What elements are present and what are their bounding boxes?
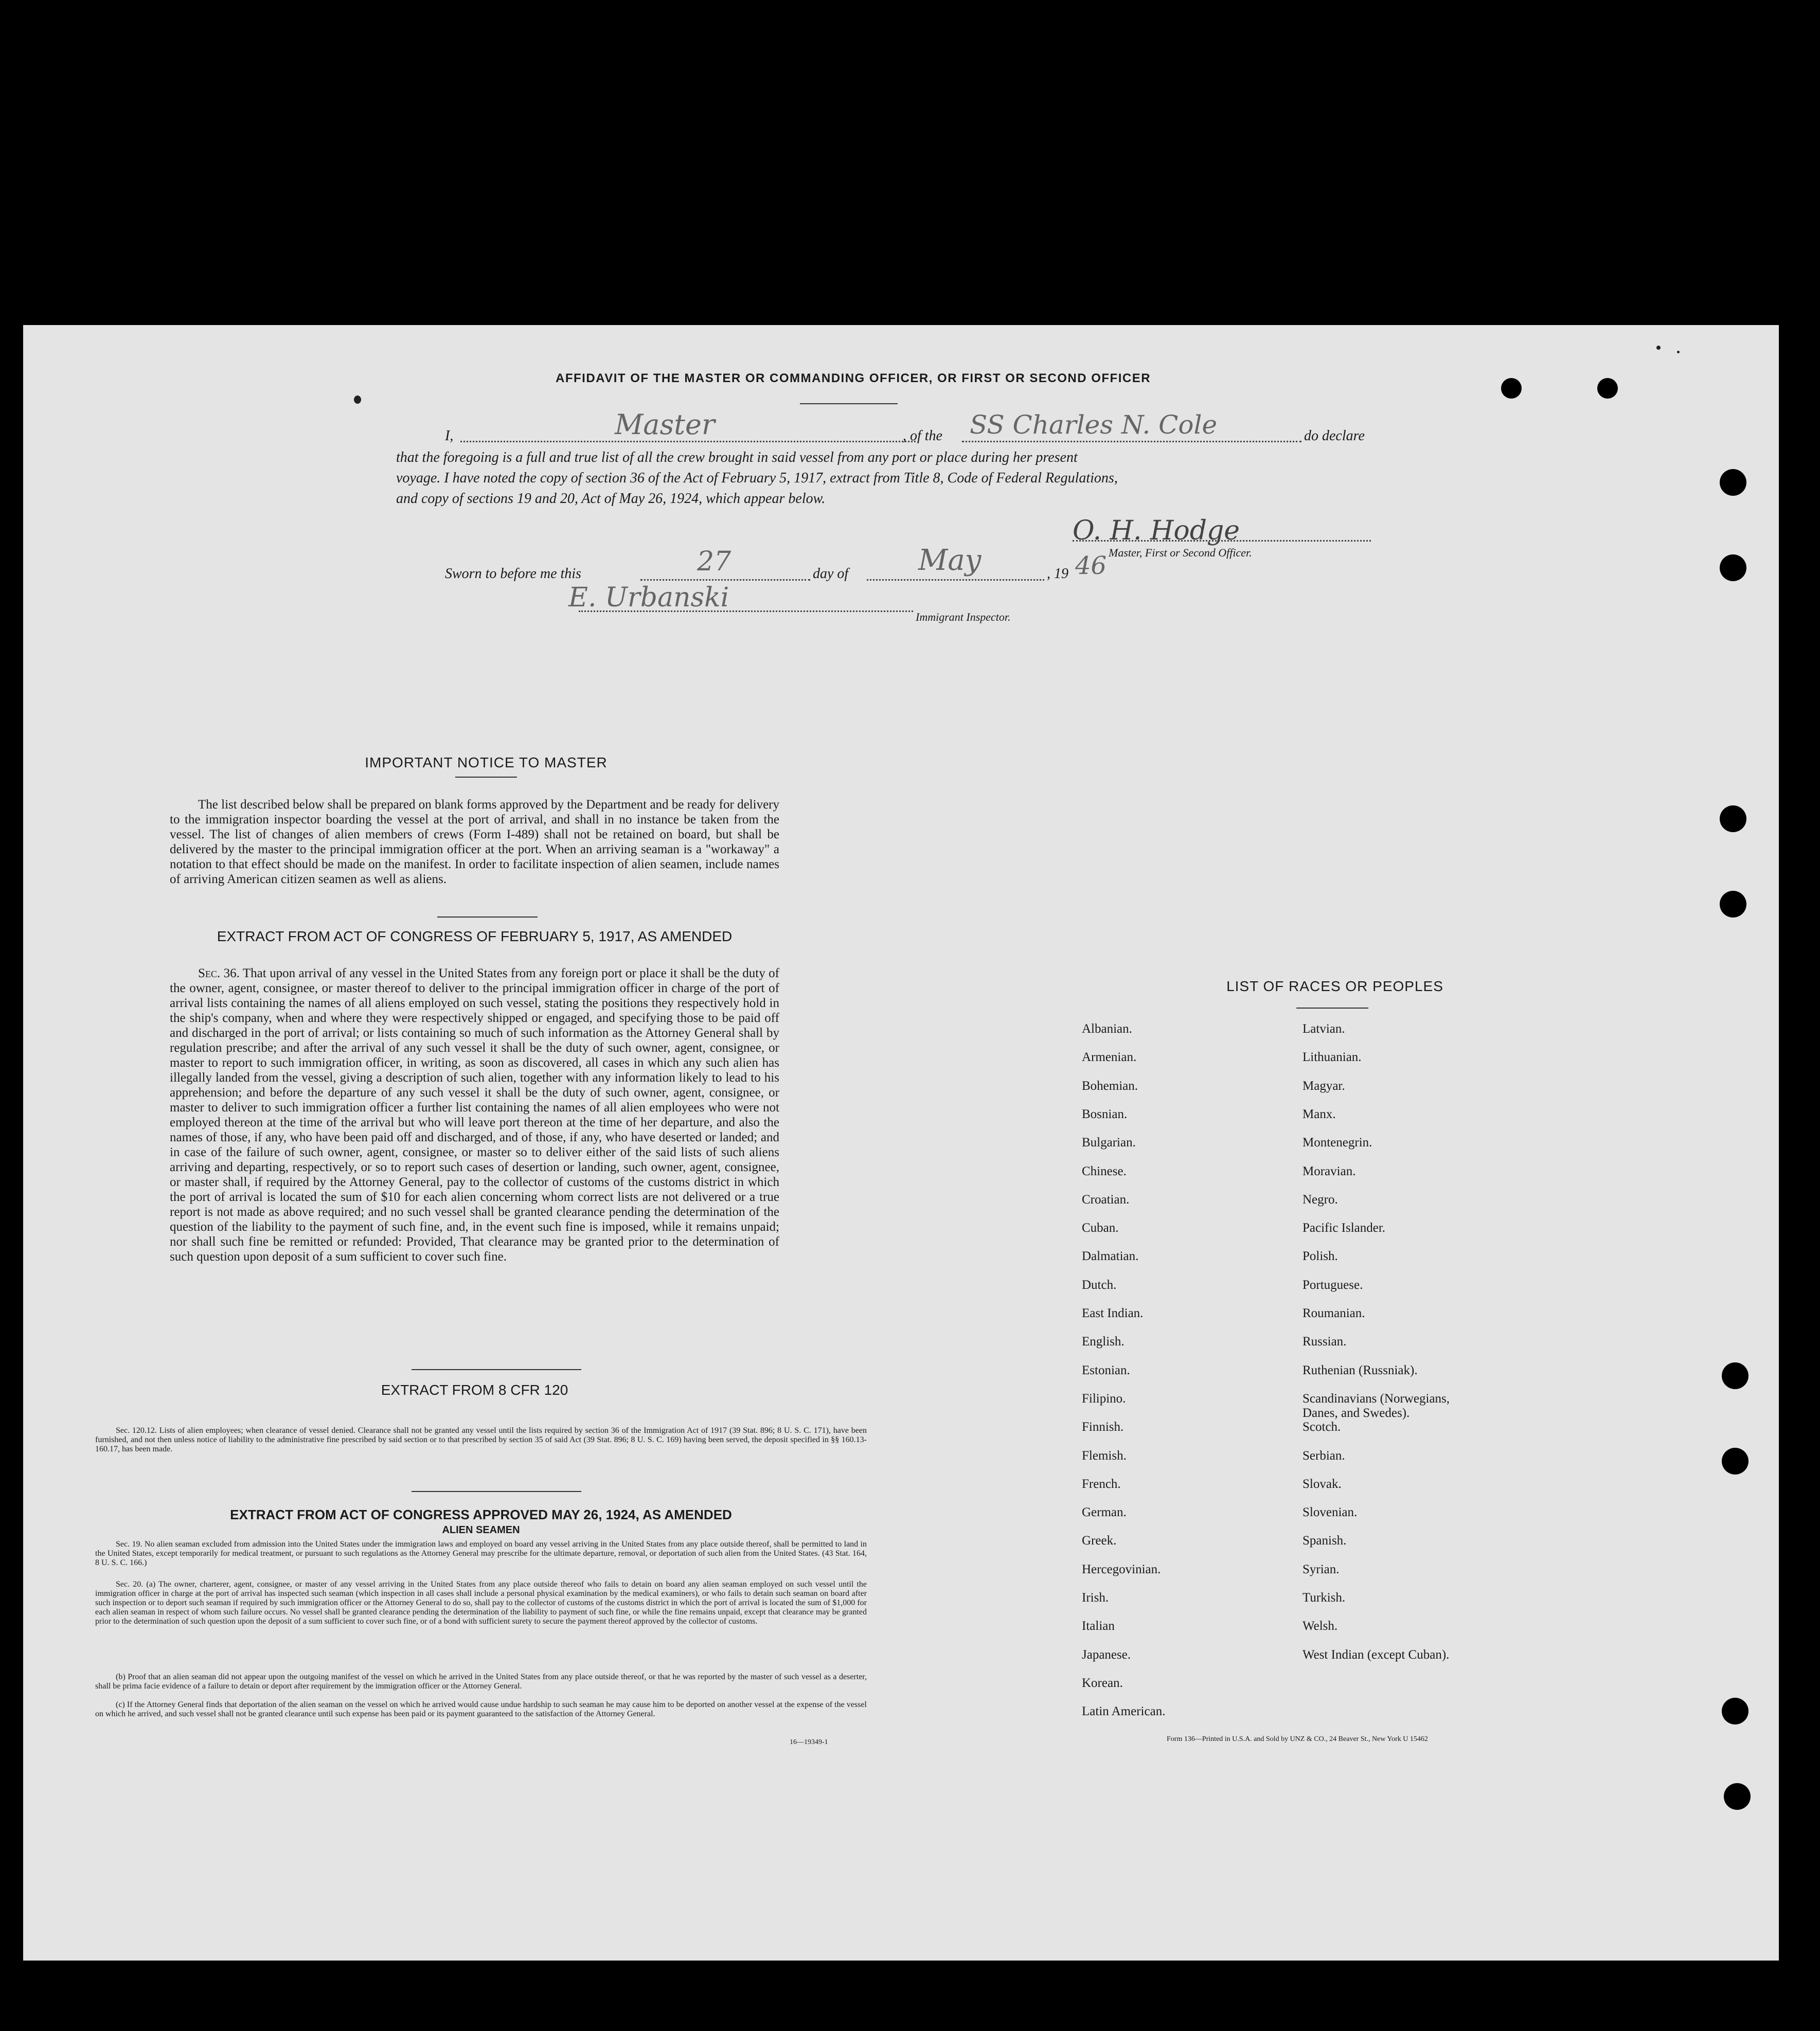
master-signature: O. H. Hodge [1073, 515, 1240, 546]
month-handwritten: May [918, 544, 982, 577]
race-item: Russian. [1302, 1335, 1347, 1349]
vessel-line [962, 441, 1301, 442]
race-item: Albanian. [1082, 1022, 1132, 1036]
punch-hole [1720, 805, 1746, 832]
race-item: Spanish. [1302, 1534, 1347, 1548]
ink-speck [1677, 351, 1680, 353]
cfr-text: Sec. 120.12. Lists of alien employees; when clearance of vessel denied. Clearance shall not be granted any vessel until the lists required by section 36 of the Immigration Act of 1917 (39 Stat. 896; 8 U. S. C. 171), have been furnished, and not then unless notice of liability to the administrative fine prescribed by said section or to that prescribed by section 35 of said Act (39 Stat. 896; 8 U. S. C. 169) having been served, the deposit specified in §§ 160.13-160.17, has been made. [95, 1426, 867, 1453]
printer-footer: Form 136—Printed in U.S.A. and Sold by UNZ & CO., 24 Beaver St., New York U 15462 [1167, 1735, 1428, 1743]
year-handwritten: 46 [1075, 551, 1107, 580]
ink-speck [1656, 346, 1661, 350]
race-item: Irish. [1082, 1591, 1109, 1605]
race-item: Scotch. [1302, 1420, 1341, 1434]
section-20c-text: (c) If the Attorney General finds that deportation of the alien seaman on the vessel on which he arrived would cause undue hardship to such seaman he may cause him to be deported on another vessel at the expense of the vessel on which he arrived, and such vessel shall not be granted clearance until such expense has been paid or its payment guaranteed to the satisfaction of the Attorney General. [95, 1700, 867, 1718]
day-line [640, 579, 810, 581]
race-item: Japanese. [1082, 1647, 1131, 1662]
affidavit-line-2: voyage. I have noted the copy of section 36 of the Act of February 5, 1917, extract from Title 8, Code of Federal Regulations, [396, 470, 1118, 486]
document-page [23, 325, 1779, 1961]
punch-hole [1722, 1448, 1748, 1475]
race-item: French. [1082, 1477, 1121, 1491]
punch-hole [1501, 378, 1522, 399]
extract-1924-subtitle: ALIEN SEAMEN [442, 1524, 520, 1536]
race-item: Dutch. [1082, 1278, 1117, 1292]
divider [412, 1491, 581, 1492]
race-item: Flemish. [1082, 1448, 1127, 1463]
race-item: Greek. [1082, 1534, 1117, 1548]
race-item: Bosnian. [1082, 1107, 1128, 1121]
race-item: Finnish. [1082, 1420, 1124, 1434]
divider [437, 916, 538, 918]
punch-hole [1720, 469, 1746, 496]
extract-1917-title: EXTRACT FROM ACT OF CONGRESS OF FEBRUARY 5, 1917, AS AMENDED [217, 928, 733, 944]
sworn-label: Sworn to before me this [445, 566, 581, 582]
inspector-line [579, 610, 913, 612]
do-declare-label: do declare [1304, 428, 1365, 444]
race-item: Negro. [1302, 1192, 1338, 1207]
day-of-label: day of [813, 566, 849, 582]
punch-hole [1720, 891, 1746, 918]
day-handwritten: 27 [697, 546, 731, 577]
race-item: Montenegrin. [1302, 1136, 1372, 1150]
race-item: Danes, and Swedes). [1302, 1406, 1410, 1420]
race-item: German. [1082, 1505, 1127, 1520]
race-item: Roumanian. [1302, 1306, 1365, 1320]
race-item: Ruthenian (Russniak). [1302, 1363, 1418, 1377]
race-item: Chinese. [1082, 1164, 1127, 1178]
extract-1924-title: EXTRACT FROM ACT OF CONGRESS APPROVED MAY 26, 1924, AS AMENDED [230, 1507, 732, 1522]
ink-speck [354, 396, 361, 404]
race-item: Syrian. [1302, 1562, 1340, 1576]
races-title: LIST OF RACES OR PEOPLES [1226, 978, 1443, 994]
race-item: Croatian. [1082, 1192, 1130, 1207]
notice-title: IMPORTANT NOTICE TO MASTER [365, 754, 608, 770]
affidavit-title: AFFIDAVIT OF THE MASTER OR COMMANDING OFFICER, OR FIRST OR SECOND OFFICER [556, 371, 1151, 385]
section-36-label: Sec. 36. [198, 966, 240, 980]
race-item: Latvian. [1302, 1022, 1345, 1036]
form-code: 16—19349-1 [790, 1738, 828, 1746]
month-line [867, 579, 1044, 581]
divider [1296, 1008, 1368, 1009]
race-item: Hercegovinian. [1082, 1562, 1161, 1576]
race-item: Latin American. [1082, 1704, 1166, 1719]
race-item: Magyar. [1302, 1079, 1345, 1093]
race-item: Korean. [1082, 1676, 1123, 1690]
name-line [460, 441, 916, 442]
race-item: Slovak. [1302, 1477, 1342, 1491]
race-item: English. [1082, 1335, 1125, 1349]
race-item: Pacific Islander. [1302, 1221, 1386, 1235]
section-20b-text: (b) Proof that an alien seaman did not appear upon the outgoing manifest of the vessel on which he arrived in the United States from any place outside thereof, or that he was reported by the master of such vessel as a deserter, shall be prima facie evidence of a failure to detain or deport after requirement by the immigration officer or the Attorney General. [95, 1673, 867, 1691]
punch-hole [1720, 554, 1746, 581]
affidavit-line-3: and copy of sections 19 and 20, Act of May 26, 1924, which appear below. [396, 491, 826, 507]
inspector-signature: E. Urbanski [568, 582, 729, 613]
year-prefix: , 19 [1047, 566, 1068, 582]
race-item: Estonian. [1082, 1363, 1130, 1377]
race-item: Polish. [1302, 1249, 1338, 1264]
vessel-name-handwritten: SS Charles N. Cole [970, 410, 1218, 440]
divider [455, 777, 517, 778]
race-item: Bohemian. [1082, 1079, 1138, 1093]
affidavit-line-1: that the foregoing is a full and true list of all the crew brought in said vessel from any port or place during her present [396, 450, 1078, 465]
punch-hole [1597, 378, 1618, 399]
section-20a-text: Sec. 20. (a) The owner, charterer, agent, consignee, or master of any vessel arriving in the United States from any place outside thereof who fails to detain on board any alien seaman employed on such vessel until the immigration officer in charge at the port of arrival has inspected such seaman (which inspection in all cases shall include a personal physical examination by the medical examiners), or who fails to detain such seaman on board after such inspection or to deport such seaman if required by such immigration officer or the Attorney General to do so, shall pay to the collector of customs of the customs district in which the port of arrival is located the sum of $1,000 for each alien seaman in respect of whom such failure occurs. No vessel shall be granted clearance pending the determination of the liability to payment of such fine, or while the fine remains unpaid, except that clearance may be granted prior to the determination of such question upon the deposit of a sum sufficient to cover such fine, or of a bond with sufficient surety to secure the payment thereof approved by the collector of customs. [95, 1580, 867, 1626]
i-label: I, [445, 428, 454, 444]
inspector-label: Immigrant Inspector. [916, 610, 1011, 623]
race-item: Cuban. [1082, 1221, 1119, 1235]
race-item: Welsh. [1302, 1619, 1338, 1633]
section-36-body: That upon arrival of any vessel in the United States from any foreign port or place it shall be the duty of the owner, agent, consignee, or master thereof to deliver to the principal immigration officer in charge of the port of arrival lists containing the names of all aliens employed on such vessel, stating the positions they respectively hold in the ship's company, when and where they were respectively shipped or engaged, and specifying those to be paid off and discharged in the port of arrival; or lists containing so much of such information as the Attorney General shall by regulation prescribe; and after the arrival of any such vessel it shall be the duty of such owner, agent, consignee, or master to report to such immigration officer, in writing, as soon as discovered, all cases in which any such alien has illegally landed from the vessel, giving a description of such alien, together with any information likely to lead to his apprehension; and before the departure of any such vessel it shall be the duty of such owner, agent, consignee, or master to deliver to such immigration officer a further list containing the names of all alien employees who were not employed thereon at the time of the arrival but who will leave port thereon at the time of her departure, and also the names of those, if any, who have been paid off and discharged, and of those, if any, who have deserted or landed; and in case of the failure of such owner, agent, consignee, or master so to deliver either of the said lists of such aliens arriving and departing, respectively, or so to report such cases of desertion or landing, such owner, agent, consignee, or master shall, if required by the Attorney General, pay to the collector of customs of the customs district in which the port of arrival is located the sum of $10 for each alien concerning whom correct lists are not delivered or a true report is not made as above required; and no such vessel shall be granted clearance pending the determination of the question of the liability to the payment of such fine, and, in the event such fine is imposed, while it remains unpaid; nor shall such fine be remitted or refunded: Provided, That clearance may be granted prior to the determination of such question upon deposit of a sum sufficient to cover such fine. [170, 966, 779, 1264]
race-item: Moravian. [1302, 1164, 1356, 1178]
race-item: Bulgarian. [1082, 1136, 1136, 1150]
punch-hole [1724, 1783, 1751, 1810]
race-item: Lithuanian. [1302, 1050, 1362, 1065]
extract-1917-text [170, 966, 779, 1264]
signature-label: Master, First or Second Officer. [1109, 546, 1252, 559]
race-item: East Indian. [1082, 1306, 1144, 1320]
notice-text: The list described below shall be prepared on blank forms approved by the Department and be ready for delivery to the immigration inspector boarding the vessel at the port of arrival, and shall in no instance be taken from the vessel. The list of changes of alien members of crews (Form I-489) shall not be retained on board, but shall be delivered by the master to the principal immigration officer at the port. When an arriving seaman is a "workaway" a notation to that effect should be made on the manifest. In order to facilitate inspection of alien seamen, include names of arriving American citizen seamen as well as aliens. [170, 798, 779, 886]
divider [412, 1369, 581, 1370]
section-19-text: Sec. 19. No alien seaman excluded from admission into the United States under the immigration laws and employed on board any vessel arriving in the United States from any place outside thereof, shall be permitted to land in the United States, except temporarily for medical treatment, or pursuant to such regulations as the Attorney General may prescribe for the ultimate departure, removal, or deportation of such alien from the United States. (43 Stat. 164, 8 U. S. C. 166.) [95, 1540, 867, 1567]
race-item: Manx. [1302, 1107, 1336, 1121]
of-the-label: , of the [903, 428, 942, 444]
race-item: Dalmatian. [1082, 1249, 1139, 1264]
race-item: Serbian. [1302, 1448, 1345, 1463]
race-item: Scandinavians (Norwegians, [1302, 1391, 1450, 1406]
master-name-handwritten: Master [615, 408, 715, 441]
race-item: West Indian (except Cuban). [1302, 1647, 1450, 1662]
race-item: Portuguese. [1302, 1278, 1363, 1292]
race-item: Turkish. [1302, 1591, 1346, 1605]
race-item: Slovenian. [1302, 1505, 1358, 1520]
signature-line [1073, 540, 1371, 542]
race-item: Italian [1082, 1619, 1115, 1633]
cfr-title: EXTRACT FROM 8 CFR 120 [381, 1382, 568, 1398]
divider [800, 403, 898, 404]
punch-hole [1722, 1362, 1748, 1389]
race-item: Armenian. [1082, 1050, 1137, 1065]
punch-hole [1722, 1698, 1748, 1724]
race-item: Filipino. [1082, 1391, 1126, 1406]
